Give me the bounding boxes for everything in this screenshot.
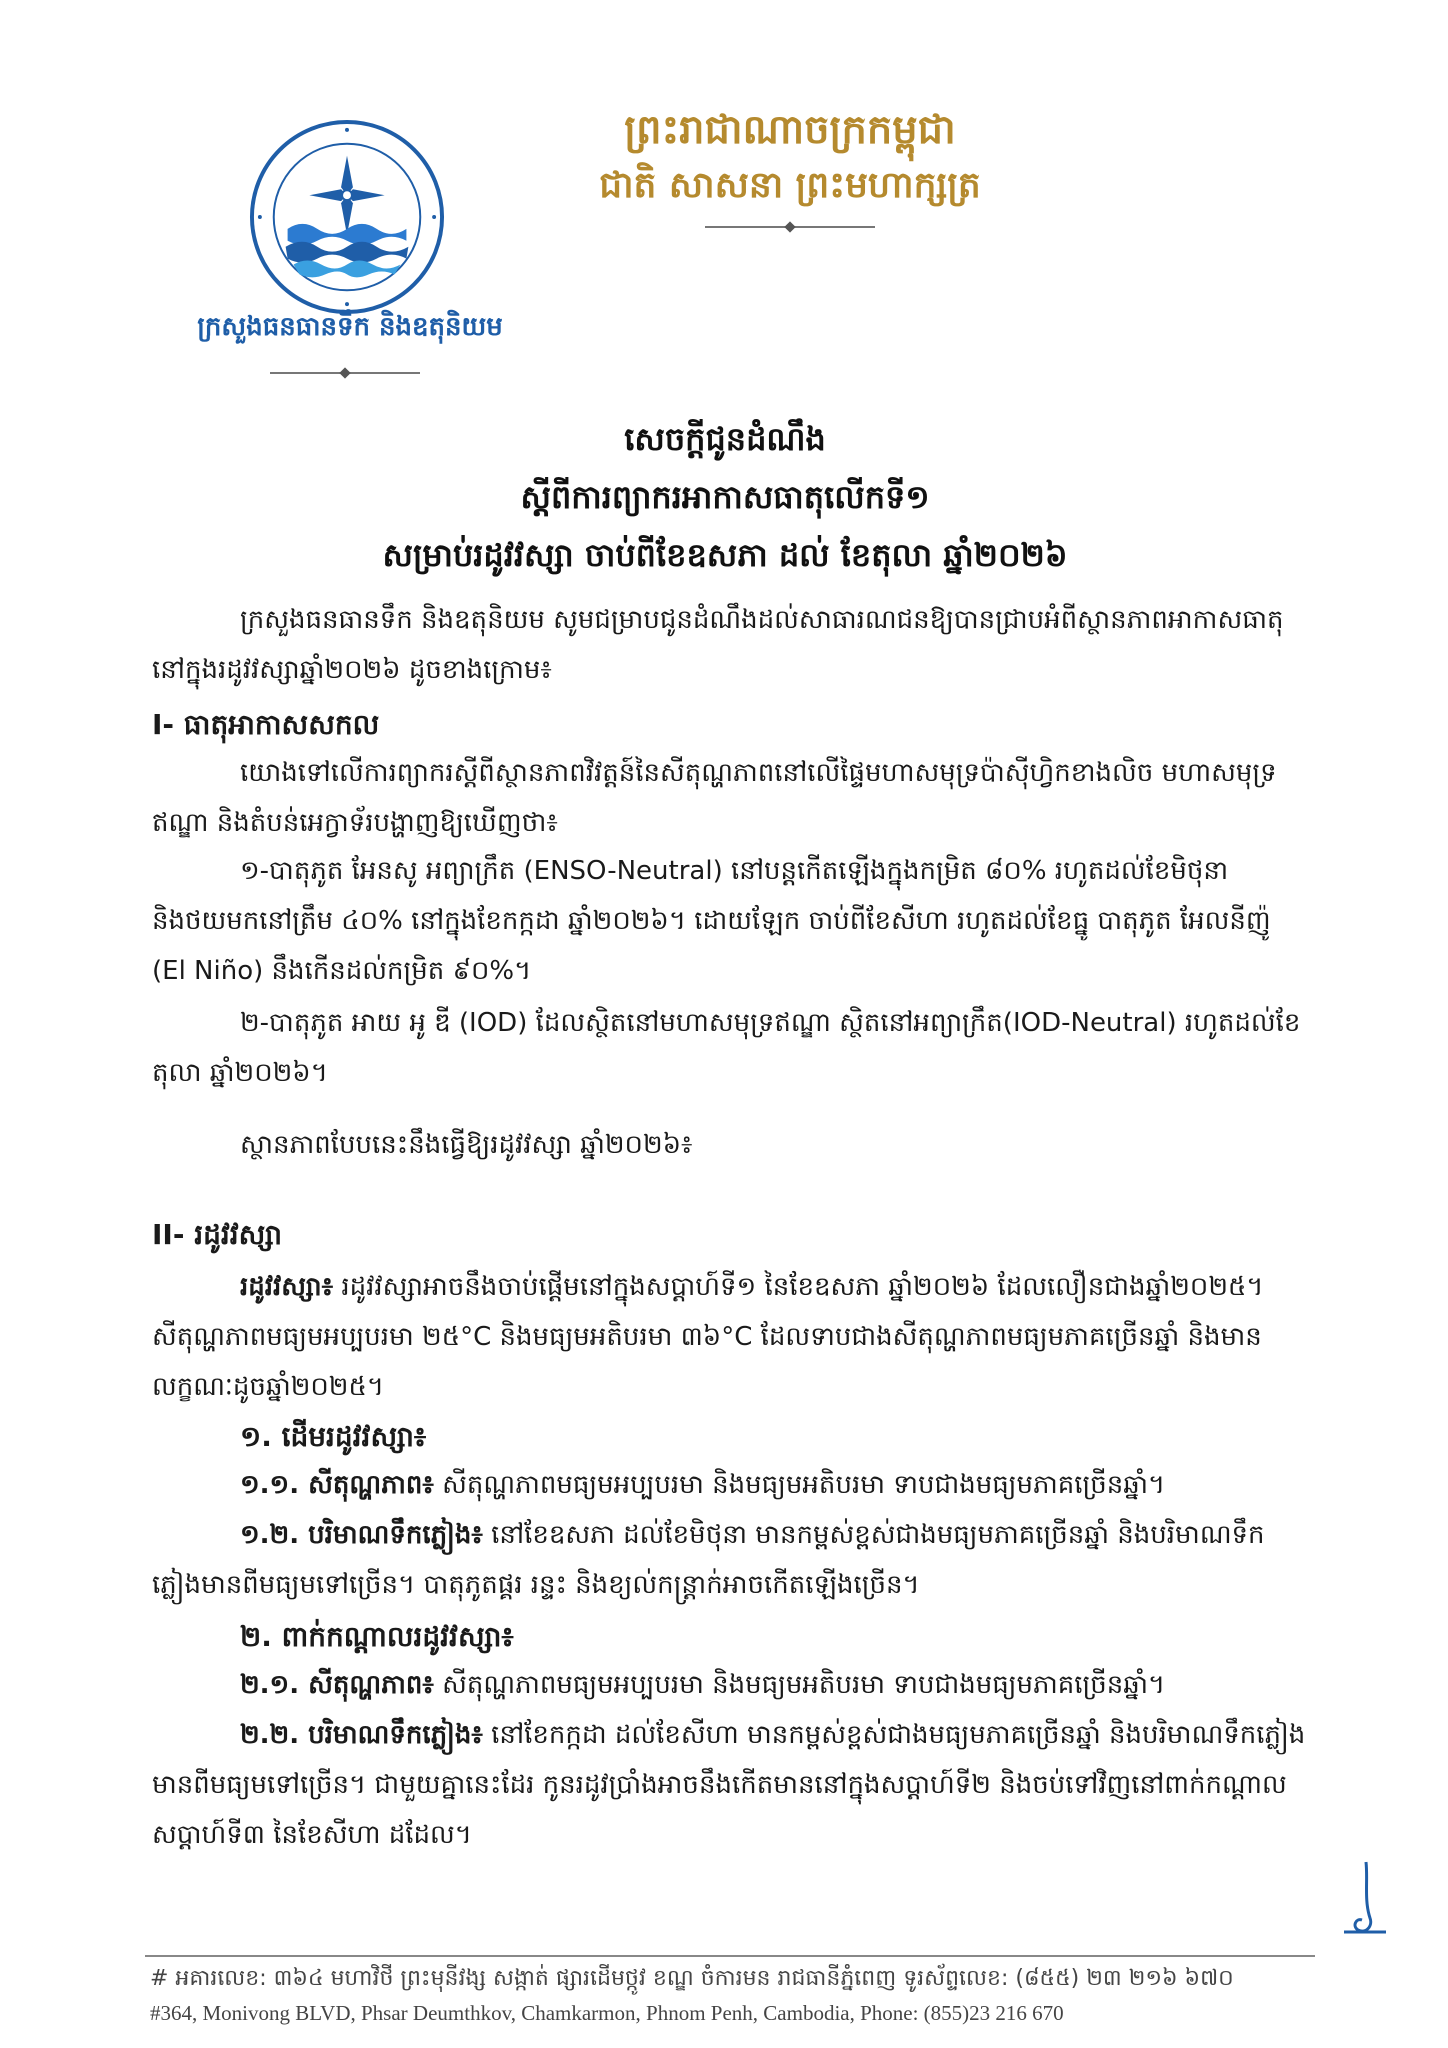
intro-paragraph: ក្រសួងធនធានទឹក និងឧតុនិយម សូមជម្រាបជូនដំណឹងដល់សាធារណជនឱ្យបានជ្រាបអំពីស្ថានភាពអាកាសធាតុនៅក្នុងរដូវវស្សាឆ្នាំ២០២៦ ដូចខាងក្រោម៖: [152, 605, 1284, 685]
subsection-1-heading: ១. ដើមរដូវវស្សា៖: [240, 1420, 427, 1453]
subsection-1-item-2-text: នៅខែឧសភា ដល់ខែមិថុនា មានកម្ពស់ខ្ពស់ជាងមធ្យមភាគច្រើនឆ្នាំ និងបរិមាណទឹកភ្លៀងមានពីមធ្យមទៅច្រើន។ បាតុភូតផ្គរ រន្ទះ និងខ្យល់កន្ត្រាក់អាចកើតឡើងច្រើន។: [152, 1520, 1265, 1600]
title-line-1: សេចក្តីជូនដំណឹង: [624, 420, 826, 458]
subsection-2-item-1-label: ២.១. សីតុណ្ហភាព៖: [240, 1670, 434, 1700]
section-2-lead-text: រដូវវស្សាអាចនឹងចាប់ផ្តើមនៅក្នុងសប្តាហ៍ទី១ នៃខែឧសភា ឆ្នាំ២០២៦ ដែលលឿនជាងឆ្នាំ២០២៥។ សីតុណ្ហភាពមធ្យមអប្បបរមា ២៥°C និងមធ្យមអតិបរមា ៣៦°C ដែលទាបជាងសីតុណ្ហភាពមធ្យមភាគច្រើនឆ្នាំ និងមានលក្ខណៈដូចឆ្នាំ២០២៥។: [152, 1272, 1264, 1402]
subsection-2-item-2: [152, 1710, 1312, 1860]
ministry-name: ក្រសួងធនធានទឹក និងឧតុនិយម: [197, 312, 503, 342]
title-line-3: សម្រាប់រដូវវស្សា ចាប់ពីខែឧសភា ដល់ ខែតុលា ឆ្នាំ២០២៦: [382, 536, 1068, 574]
kingdom-title: ព្រះរាជាណាចក្រកម្ពុជា: [624, 107, 956, 153]
ministry-seal-logo: [248, 118, 446, 316]
national-motto: ជាតិ សាសនា ព្រះមហាក្សត្រ: [599, 165, 981, 206]
section-2-heading: II- រដូវវស្សា: [152, 1218, 283, 1251]
subsection-1-item-1-text: សីតុណ្ហភាពមធ្យមអប្បបរមា និងមធ្យមអតិបរមា ទាបជាងមធ្យមភាគច្រើនឆ្នាំ។: [433, 1470, 1166, 1500]
ministry-divider: [270, 372, 420, 374]
subsection-2-item-1-text: សីតុណ្ហភាពមធ្យមអប្បបរមា និងមធ្យមអតិបរមា ទាបជាងមធ្យមភាគច្រើនឆ្នាំ។: [433, 1670, 1166, 1700]
subsection-2-item-2-text: នៅខែកក្កដា ដល់ខែសីហា មានកម្ពស់ខ្ពស់ជាងមធ្យមភាគច្រើនឆ្នាំ និងបរិមាណទឹកភ្លៀងមានពីមធ្យមទៅច្រើន។ ជាមួយគ្នានេះដែរ កូនរដូវប្រាំងអាចនឹងកើតមាននៅក្នុងសប្តាហ៍ទី២ និងចប់ទៅវិញនៅពាក់កណ្តាលសប្តាហ៍ទី៣ នៃខែសីហា ដដែល។: [152, 1720, 1306, 1850]
subsection-1-item-1-label: ១.១. សីតុណ្ហភាព៖: [240, 1470, 434, 1500]
section-2-lead-label: រដូវវស្សា៖: [240, 1272, 334, 1302]
title-line-2: ស្តីពីការព្យាករអាកាសធាតុលើកទី១: [520, 478, 930, 516]
subsection-1-item-1: [152, 1460, 1312, 1510]
footer-address-english: #364, Monivong BLVD, Phsar Deumthkov, Chamkarmon, Phnom Penh, Cambodia, Phone: (855)23 216 670: [150, 2001, 1064, 2025]
subsection-2-item-1: [152, 1660, 1312, 1710]
subsection-2-heading: ២. ពាក់កណ្តាលរដូវវស្សា៖: [240, 1620, 514, 1653]
footer-ornament-icon: [1340, 1860, 1390, 1940]
subsection-1-item-2-label: ១.២. បរិមាណទឹកភ្លៀង៖: [240, 1520, 483, 1550]
subsection-1-item-2: [152, 1510, 1312, 1610]
section-2-lead-paragraph: [152, 1262, 1312, 1412]
section-1-paragraph-2: ១-បាតុភូត អែនសូ អព្យាក្រឹត (ENSO-Neutral) នៅបន្តកើតឡើងក្នុងកម្រិត ៨០% រហូតដល់ខែមិថុនា និងថយមកនៅត្រឹម ៤០% នៅក្នុងខែកក្កដា ឆ្នាំ២០២៦។ ដោយឡែក ចាប់ពីខែសីហា រហូតដល់ខែធ្នូ បាតុភូត អែលនីញ៉ូ (El Niño) នឹងកើនដល់កម្រិត ៩០%។: [152, 856, 1271, 986]
footer-address-khmer: # អគារលេខ: ៣៦៤ មហាវិថី ព្រះមុនីវង្ស សង្កាត់ ផ្សារដើមថ្កូវ ខណ្ឌ ចំការមន រាជធានីភ្នំពេញ ទូរស័ព្ទលេខ: (៨៥៥) ២៣ ២១៦ ៦៧០: [150, 1966, 1234, 1991]
notice-title: [150, 410, 1300, 584]
footer-divider: [145, 1955, 1315, 1957]
subsection-2-item-2-label: ២.២. បរិមាណទឹកភ្លៀង៖: [240, 1720, 483, 1750]
section-1-paragraph-3: ២-បាតុភូត អាយ អូ ឌី (IOD) ដែលស្ថិតនៅមហាសមុទ្រឥណ្ឌា ស្ថិតនៅអព្យាក្រឹត(IOD-Neutral) រហូតដល់ខែតុលា ឆ្នាំ២០២៦។: [152, 1008, 1301, 1088]
motto-divider: [705, 226, 875, 228]
section-1-heading: I- ធាតុអាកាសសកល: [152, 708, 380, 741]
section-1-paragraph-1: យោងទៅលើការព្យាករស្តីពីស្ថានភាពវិវត្តន៍នៃសីតុណ្ហភាពនៅលើផ្ទៃមហាសមុទ្រប៉ាស៊ីហ្វិកខាងលិច មហាសមុទ្រឥណ្ឌា និងតំបន់អេក្វាទ័របង្ហាញឱ្យឃើញថា៖: [152, 758, 1277, 838]
section-1-paragraph-4: ស្ថានភាពបែបនេះនឹងធ្វើឱ្យរដូវវស្សា ឆ្នាំ២០២៦៖: [240, 1130, 693, 1160]
